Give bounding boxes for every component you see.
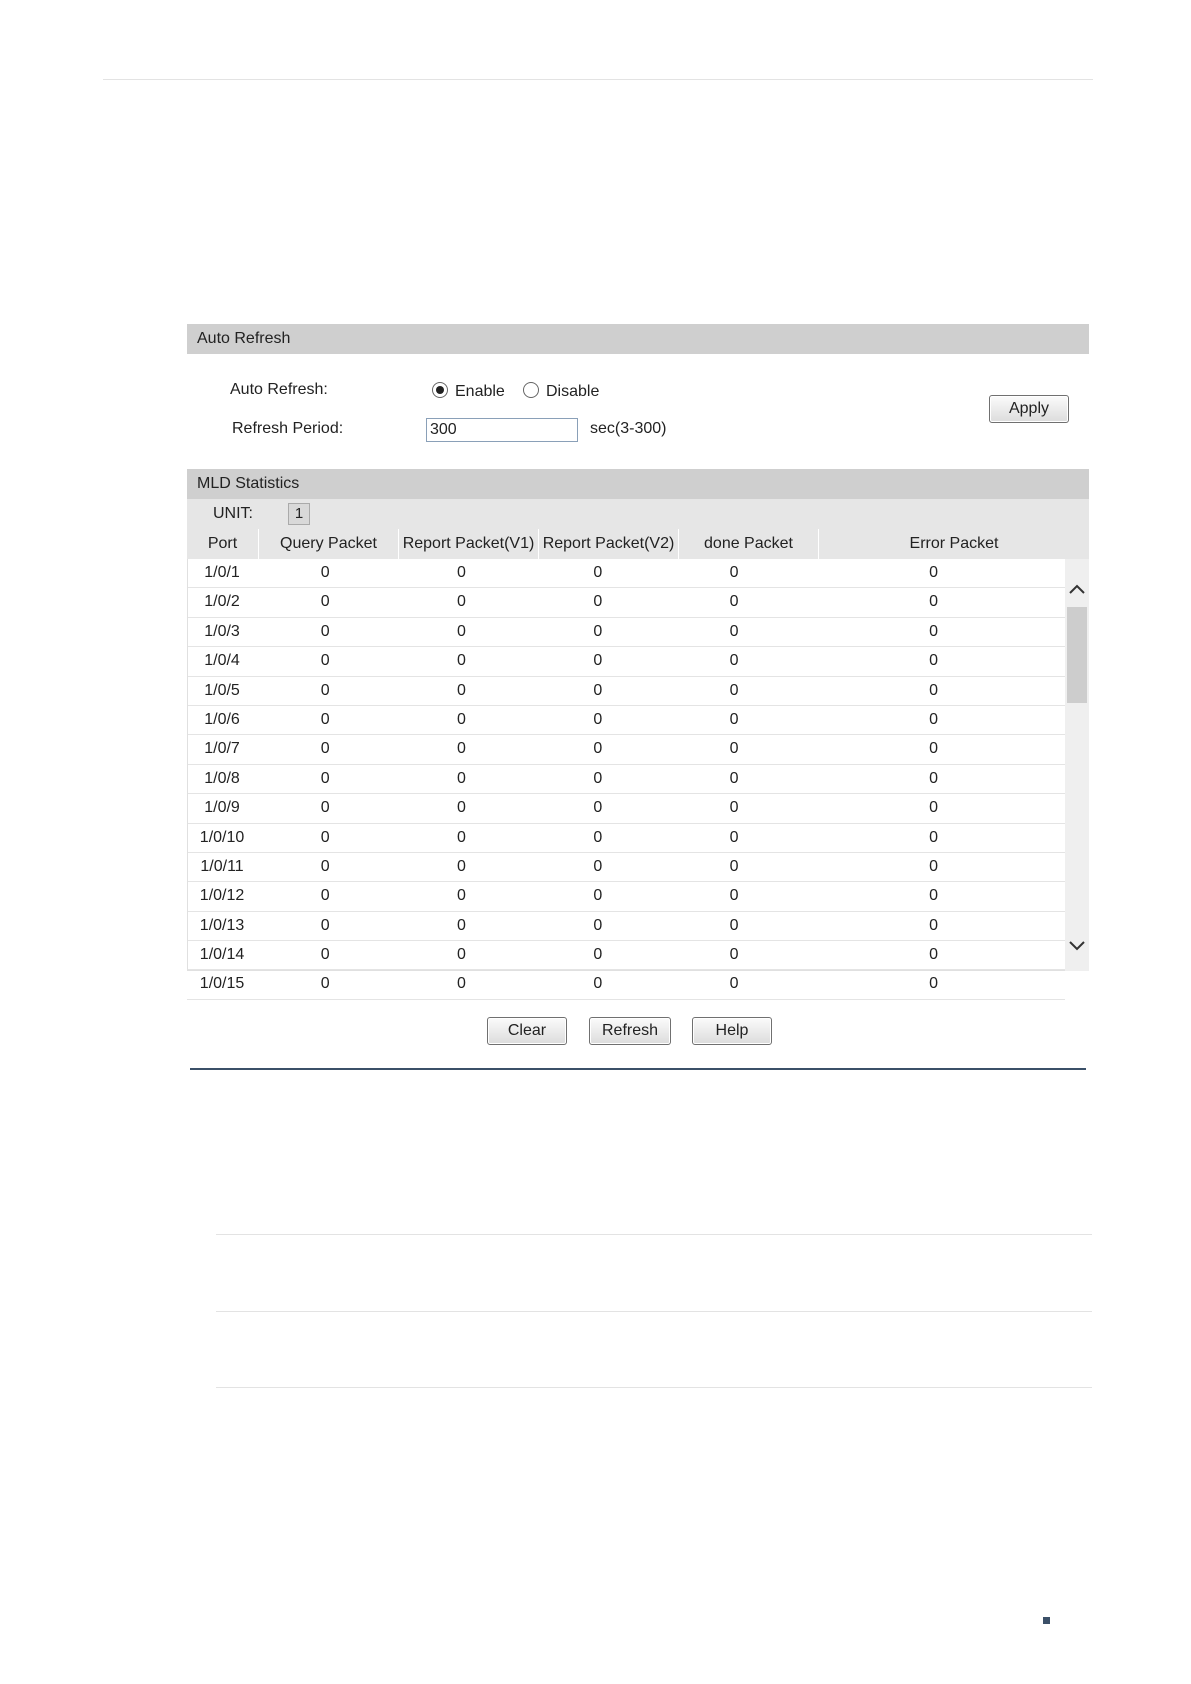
count-cell: 0 [593,946,603,964]
table-row [187,618,1065,647]
count-cell: 0 [593,799,603,817]
chevron-down-icon[interactable] [1065,934,1089,958]
page-header-rule [103,79,1093,80]
square-icon [1043,1617,1050,1624]
port-cell: 1/0/1 [204,564,240,581]
refresh-button[interactable]: Refresh [589,1017,671,1045]
count-cell: 0 [320,828,330,846]
count-cell: 0 [593,975,603,993]
count-cell: 0 [729,916,739,934]
port-cell: 1/0/3 [204,622,240,640]
table-row [187,882,1065,911]
count-cell: 0 [457,946,466,964]
count-cell: 0 [929,916,939,934]
disable-radio-label[interactable]: Disable [546,383,600,400]
table-row [187,941,1065,970]
count-cell: 0 [457,622,466,640]
refresh-period-label: Refresh Period: [232,420,344,437]
count-cell: 0 [320,681,330,699]
count-cell: 0 [593,622,603,640]
scrollbar-thumb[interactable] [1067,607,1087,703]
port-cell: 1/0/5 [204,681,240,699]
document-rule [216,1387,1092,1388]
count-cell: 0 [729,975,739,993]
mld-statistics-section-header [187,469,1089,499]
unit-row [187,499,1089,529]
count-cell: 0 [320,710,330,728]
table-row [187,853,1065,882]
count-cell: 0 [729,652,739,670]
help-button[interactable]: Help [692,1017,772,1045]
count-cell: 0 [929,681,939,699]
apply-button[interactable]: Apply [989,395,1069,423]
figure-bottom-rule [190,1068,1086,1070]
statistics-table-body [187,559,1065,993]
count-cell: 0 [729,564,739,581]
port-cell: 1/0/13 [199,916,245,934]
count-cell: 0 [457,857,466,875]
enable-radio[interactable] [432,382,448,398]
count-cell: 0 [593,681,603,699]
table-row [187,647,1065,676]
count-cell: 0 [593,652,603,670]
table-row [187,794,1065,823]
column-header: Query Packet [259,529,399,559]
count-cell: 0 [320,564,330,581]
port-cell: 1/0/14 [199,946,245,964]
count-cell: 0 [729,593,739,611]
clear-button[interactable]: Clear [487,1017,567,1045]
count-cell: 0 [929,622,939,640]
mld-statistics-section-title: MLD Statistics [197,475,300,492]
statistics-table-header [187,529,1089,559]
count-cell: 0 [593,740,603,758]
count-cell: 0 [929,769,939,787]
port-cell: 1/0/15 [199,975,245,993]
table-row [187,735,1065,764]
column-header: Error Packet [909,535,999,552]
table-scrollbar[interactable] [1065,559,1089,971]
count-cell: 0 [320,946,330,964]
table-row [187,706,1065,735]
port-cell: 1/0/2 [204,593,240,611]
count-cell: 0 [929,946,939,964]
count-cell: 0 [729,710,739,728]
table-row [187,588,1065,617]
auto-refresh-section-header [187,324,1089,354]
port-cell: 1/0/10 [199,828,245,846]
count-cell: 0 [320,975,330,993]
mld-statistics-panel [187,324,1089,1039]
count-cell: 0 [457,799,466,817]
count-cell: 0 [929,740,939,758]
count-cell: 0 [929,593,939,611]
auto-refresh-label: Auto Refresh: [230,381,328,398]
count-cell: 0 [320,887,330,905]
count-cell: 0 [457,769,466,787]
count-cell: 0 [457,740,466,758]
count-cell: 0 [457,887,466,905]
count-cell: 0 [457,975,466,993]
refresh-period-range-hint: sec(3-300) [590,420,667,437]
table-row [187,970,1065,999]
count-cell: 0 [593,916,603,934]
count-cell: 0 [929,828,939,846]
count-cell: 0 [457,681,466,699]
count-cell: 0 [457,916,466,934]
count-cell: 0 [593,769,603,787]
count-cell: 0 [457,652,466,670]
document-rule [216,1234,1092,1235]
unit-selector[interactable]: 1 [288,503,310,525]
count-cell: 0 [320,916,330,934]
disable-radio[interactable] [523,382,539,398]
count-cell: 0 [593,857,603,875]
port-cell: 1/0/8 [204,769,240,787]
count-cell: 0 [929,564,939,581]
table-row [187,912,1065,941]
table-row [187,765,1065,794]
count-cell: 0 [593,564,603,581]
port-cell: 1/0/12 [199,887,245,905]
port-cell: 1/0/9 [204,799,240,817]
count-cell: 0 [320,857,330,875]
count-cell: 0 [729,740,739,758]
count-cell: 0 [929,887,939,905]
document-rule [216,1311,1092,1312]
table-row [187,824,1065,853]
auto-refresh-section-title: Auto Refresh [197,330,291,347]
count-cell: 0 [593,887,603,905]
count-cell: 0 [929,710,939,728]
count-cell: 0 [320,769,330,787]
count-cell: 0 [729,857,739,875]
count-cell: 0 [457,710,466,728]
port-cell: 1/0/11 [200,857,244,875]
chevron-up-icon[interactable] [1065,577,1089,601]
column-header: done Packet [679,529,819,559]
count-cell: 0 [593,593,603,611]
count-cell: 0 [729,887,739,905]
count-cell: 0 [457,828,466,846]
column-header: Port [187,529,259,559]
count-cell: 0 [593,828,603,846]
count-cell: 0 [729,828,739,846]
count-cell: 0 [457,564,466,581]
unit-label: UNIT: [213,505,253,522]
count-cell: 0 [929,799,939,817]
count-cell: 0 [729,799,739,817]
count-cell: 0 [729,946,739,964]
column-header: Report Packet(V1) [399,529,539,559]
count-cell: 0 [320,622,330,640]
count-cell: 0 [320,652,330,670]
table-row [187,559,1065,588]
refresh-period-input[interactable] [426,418,578,442]
count-cell: 0 [929,975,939,993]
count-cell: 0 [457,593,466,611]
table-row [187,677,1065,706]
port-cell: 1/0/4 [204,652,240,670]
count-cell: 0 [320,593,330,611]
count-cell: 0 [929,652,939,670]
enable-radio-label[interactable]: Enable [455,383,505,400]
count-cell: 0 [929,857,939,875]
count-cell: 0 [593,710,603,728]
count-cell: 0 [729,769,739,787]
port-cell: 1/0/6 [204,710,240,728]
count-cell: 0 [729,681,739,699]
count-cell: 0 [320,799,330,817]
count-cell: 0 [729,622,739,640]
count-cell: 0 [320,740,330,758]
column-header: Report Packet(V2) [539,529,679,559]
port-cell: 1/0/7 [204,740,240,758]
